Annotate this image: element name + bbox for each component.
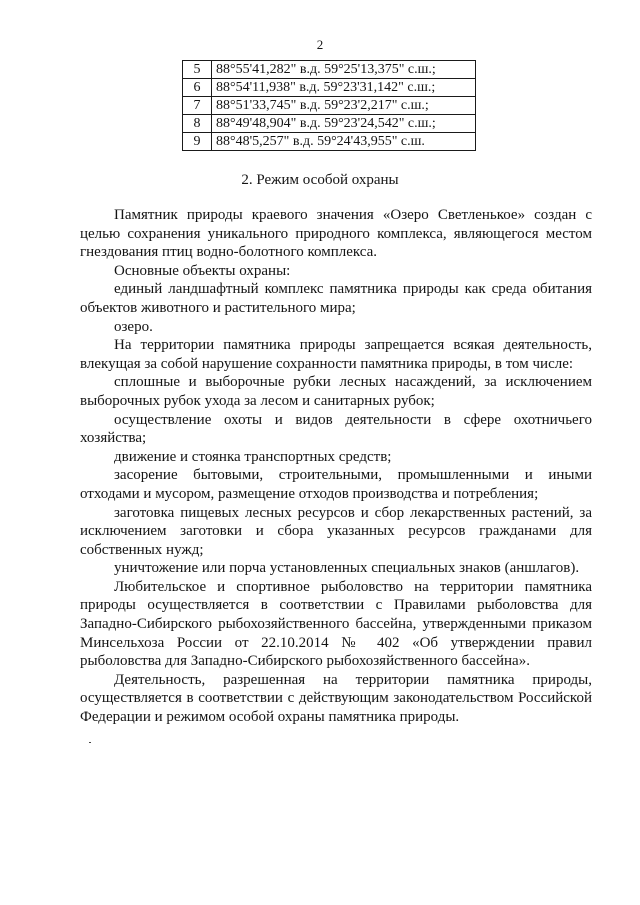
paragraph: осуществление охоты и видов деятельности в сфере охотничьего хозяйства; bbox=[80, 411, 592, 447]
table-row bbox=[183, 133, 476, 151]
paragraph: засорение бытовыми, строительными, промышленными и иными отходами и мусором, размещение отходов производства и потребления; bbox=[80, 467, 592, 502]
coordinates-table bbox=[182, 60, 476, 151]
table-row bbox=[183, 97, 476, 115]
point-number-cell: 8 bbox=[183, 115, 212, 133]
coordinate-cell: 88°55'41,282" в.д. 59°25'13,375" с.ш.; bbox=[212, 61, 476, 79]
point-number-cell: 7 bbox=[183, 97, 212, 115]
point-number-cell: 9 bbox=[183, 133, 212, 151]
coordinate-cell: 88°54'11,938" в.д. 59°23'31,142" с.ш.; bbox=[212, 79, 476, 97]
table-row bbox=[183, 79, 476, 97]
paragraph: На территории памятника природы запрещается всякая деятельность, влекущая за собой нарушение сохранности памятника природы, в том числе: bbox=[80, 337, 592, 372]
table-row bbox=[183, 115, 476, 133]
coordinate-cell: 88°51'33,745" в.д. 59°23'2,217" с.ш.; bbox=[212, 97, 476, 115]
page-number: 2 bbox=[316, 37, 324, 52]
section-title: 2. Режим особой охраны bbox=[241, 172, 399, 188]
paragraph: единый ландшафтный комплекс памятника природы как среда обитания объектов животного и растительного мира; bbox=[80, 281, 592, 316]
paragraph: сплошные и выборочные рубки лесных насаждений, за исключением выборочных рубок ухода за лесом и санитарных рубок; bbox=[80, 374, 592, 409]
paragraph: Основные объекты охраны: bbox=[114, 262, 291, 279]
paragraph: Деятельность, разрешенная на территории памятника природы, осуществляется в соответствии с действующим законодательством Российской Федерации и режимом особой охраны памятника природы. bbox=[80, 671, 592, 726]
body-text bbox=[80, 206, 592, 727]
table-row bbox=[183, 61, 476, 79]
point-number-cell: 6 bbox=[183, 79, 212, 97]
coordinate-cell: 88°49'48,904" в.д. 59°23'24,542" с.ш.; bbox=[212, 115, 476, 133]
paragraph: движение и стоянка транспортных средств; bbox=[114, 448, 392, 465]
paragraph: уничтожение или порча установленных специальных знаков (аншлагов). bbox=[114, 560, 580, 577]
paragraph: озеро. bbox=[114, 318, 153, 335]
paragraph: заготовка пищевых лесных ресурсов и сбор лекарственных растений, за исключением заготовки и сбора указанных ресурсов гражданами для собственных нужд; bbox=[80, 504, 592, 558]
paragraph: Памятник природы краевого значения «Озеро Светленькое» создан с целью сохранения уникального природного комплекса, являющегося местом гнездования птиц водно-болотного комплекса. bbox=[80, 207, 592, 261]
coordinate-cell: 88°48'5,257" в.д. 59°24'43,955" с.ш. bbox=[212, 133, 476, 151]
point-number-cell: 5 bbox=[183, 61, 212, 79]
scan-mark bbox=[89, 742, 91, 743]
paragraph: Любительское и спортивное рыболовство на территории памятника природы осуществляется в соответствии с Правилами рыболовства для Западно-Сибирского рыбохозяйственного бассейна, утвержденными приказом Минсельхоза России от 22.10.2014 № 402 «Об утверждении правил рыболовства для Западно-Сибирского рыбохозяйственного бассейна». bbox=[80, 578, 592, 670]
